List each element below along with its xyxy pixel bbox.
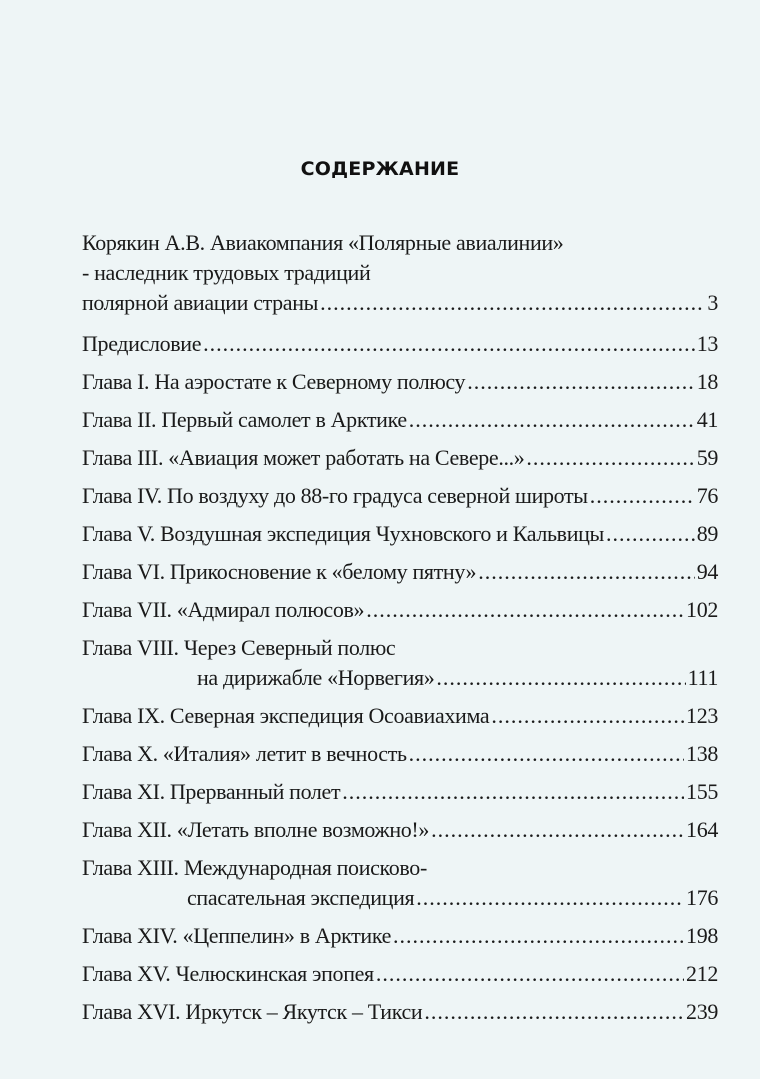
entry-title: Глава VI. Прикосновение к «белому пятну» (82, 559, 477, 584)
dot-leader (409, 739, 684, 769)
toc-entry-chapter-1[interactable] (82, 367, 718, 397)
entry-title: полярной авиации страны (82, 290, 319, 315)
entry-title: Глава XI. Прерванный полет (82, 779, 341, 804)
entry-title: Глава VII. «Адмирал полюсов» (82, 597, 365, 622)
toc-entry-chapter-7[interactable] (82, 595, 718, 625)
dot-leader (590, 481, 695, 511)
page-number: 13 (696, 331, 718, 356)
page-number: 164 (686, 817, 718, 842)
entry-title: Глава XII. «Летать вполне возможно!» (82, 817, 430, 842)
toc-entry-chapter-16[interactable] (82, 997, 718, 1027)
page-number: 239 (686, 999, 718, 1024)
toc-entry-chapter-6[interactable] (82, 557, 718, 587)
entry-title: Глава IV. По воздуху до 88-го градуса северной широты (82, 483, 588, 508)
toc-entry-chapter-5[interactable] (82, 519, 718, 549)
toc-entry-preface[interactable] (82, 329, 718, 359)
entry-title: Глава XVI. Иркутск – Якутск – Тикси (82, 999, 423, 1024)
toc-entry-chapter-9[interactable] (82, 701, 718, 731)
dot-leader (366, 595, 684, 625)
entry-title: Предисловие (82, 331, 202, 356)
dot-leader (491, 701, 684, 731)
dot-leader (342, 777, 684, 807)
dot-leader (320, 288, 705, 318)
page-number: 123 (686, 703, 718, 728)
page-number: 138 (686, 741, 718, 766)
entry-title: Глава VIII. Через Северный полюс (82, 635, 396, 660)
dot-leader (376, 959, 684, 989)
page-number: 212 (686, 961, 718, 986)
page-number: 176 (686, 885, 718, 910)
page-number: 18 (696, 369, 718, 394)
entry-title: Глава XIII. Международная поисково- (82, 855, 427, 880)
toc-entry-chapter-2[interactable] (82, 405, 718, 435)
entry-title: Глава XIV. «Цеппелин» в Арктике (82, 923, 392, 948)
entry-title: на дирижабле «Норвегия» (197, 665, 435, 690)
toc-entry-chapter-11[interactable] (82, 777, 718, 807)
entry-title: Глава I. На аэростате к Северному полюсу (82, 369, 466, 394)
dot-leader (416, 883, 684, 913)
dot-leader (431, 815, 684, 845)
page-number: 102 (686, 597, 718, 622)
table-of-contents (82, 228, 718, 1035)
page-number: 155 (686, 779, 718, 804)
entry-title: Глава II. Первый самолет в Арктике (82, 407, 407, 432)
entry-title: Глава V. Воздушная экспедиция Чухновского и Кальвицы (82, 521, 604, 546)
page-number: 3 (707, 290, 718, 315)
toc-entry-chapter-12[interactable] (82, 815, 718, 845)
dot-leader (436, 663, 685, 693)
toc-entry-foreword-koryakin[interactable] (82, 228, 718, 318)
dot-leader (526, 443, 694, 473)
toc-entry-chapter-13[interactable] (82, 853, 718, 913)
dot-leader (467, 367, 694, 397)
toc-entry-chapter-10[interactable] (82, 739, 718, 769)
page-number: 59 (696, 445, 718, 470)
page-number: 198 (686, 923, 718, 948)
entry-title: Глава IX. Северная экспедиция Осоавиахима (82, 703, 490, 728)
toc-entry-chapter-8[interactable] (82, 633, 718, 693)
entry-title: спасательная экспедиция (187, 885, 415, 910)
dot-leader (606, 519, 695, 549)
toc-entry-chapter-3[interactable] (82, 443, 718, 473)
page-title: СОДЕРЖАНИЕ (300, 158, 460, 180)
page-number: 89 (696, 521, 718, 546)
page-number: 41 (696, 407, 718, 432)
entry-title: Корякин А.В. Авиакомпания «Полярные авиалинии» (82, 230, 564, 255)
toc-entry-chapter-15[interactable] (82, 959, 718, 989)
entry-title: Глава XV. Челюскинская эпопея (82, 961, 374, 986)
page-number: 94 (696, 559, 718, 584)
dot-leader (203, 329, 695, 359)
toc-entry-chapter-14[interactable] (82, 921, 718, 951)
entry-title: Глава X. «Италия» летит в вечность (82, 741, 407, 766)
toc-entry-chapter-4[interactable] (82, 481, 718, 511)
dot-leader (393, 921, 684, 951)
entry-title: - наследник трудовых традиций (82, 260, 371, 285)
dot-leader (424, 997, 684, 1027)
dot-leader (478, 557, 694, 587)
dot-leader (409, 405, 695, 435)
page-number: 76 (696, 483, 718, 508)
page-number: 111 (687, 665, 718, 690)
entry-title: Глава III. «Авиация может работать на Севере...» (82, 445, 525, 470)
